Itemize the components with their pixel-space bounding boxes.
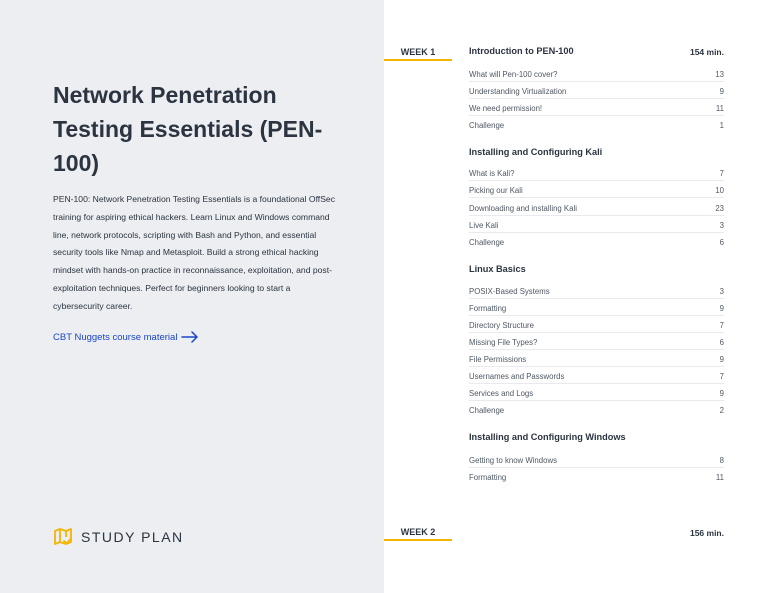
lesson-row [469, 83, 724, 99]
lesson-name: Missing File Types? [469, 337, 538, 347]
cbt-link-label: CBT Nuggets course material [53, 331, 178, 343]
lesson-name: What is Kali? [469, 168, 515, 178]
lesson-value: 6 [719, 237, 724, 247]
lesson-value: 13 [715, 69, 724, 79]
week-2-underline [384, 539, 452, 541]
lesson-value: 11 [715, 103, 724, 113]
lesson-value: 3 [719, 220, 724, 230]
lesson-value: 23 [715, 203, 724, 213]
lesson-name: Challenge [469, 237, 505, 247]
lesson-value: 11 [715, 472, 724, 482]
lesson-name: Directory Structure [469, 320, 534, 330]
module-title: Installing and Configuring Kali [469, 147, 603, 157]
lesson-row [469, 234, 724, 250]
lesson-name: We need permission! [469, 103, 543, 113]
lesson-row [469, 300, 724, 316]
week-2-label: WEEK 2 [400, 527, 436, 537]
lesson-name: Usernames and Passwords [469, 371, 565, 381]
lesson-row [469, 402, 724, 418]
lesson-row [469, 385, 724, 401]
lesson-name: Formatting [469, 303, 507, 313]
lesson-row [469, 200, 724, 216]
lesson-value: 7 [719, 168, 724, 178]
lesson-value: 1 [719, 120, 724, 130]
lesson-row [469, 66, 724, 82]
lesson-row [469, 217, 724, 233]
lesson-value: 9 [719, 303, 724, 313]
lesson-row [469, 368, 724, 384]
lesson-name: Understanding Virtualization [469, 86, 567, 96]
lesson-name: Challenge [469, 120, 505, 130]
lesson-row [469, 100, 724, 116]
course-title: Network Penetration Testing Essentials (PEN-100) [53, 82, 323, 176]
cbt-nuggets-link[interactable] [53, 331, 199, 343]
study-plan-label: STUDY PLAN [81, 529, 184, 545]
lesson-value: 2 [719, 405, 724, 415]
lesson-name: Formatting [469, 472, 507, 482]
week-1-label: WEEK 1 [400, 47, 436, 57]
lesson-name: Challenge [469, 405, 505, 415]
module-title: Introduction to PEN-100 [469, 46, 574, 56]
study-plan-footer [53, 527, 184, 547]
arrow-right-icon [181, 331, 199, 343]
lesson-name: Picking our Kali [469, 185, 523, 195]
lesson-row [469, 283, 724, 299]
lesson-value: 8 [719, 455, 724, 465]
lesson-row [469, 317, 724, 333]
lesson-row [469, 182, 724, 198]
lesson-value: 9 [719, 388, 724, 398]
lesson-name: File Permissions [469, 354, 527, 364]
week-2-minutes: 156 min. [689, 528, 724, 538]
lesson-name: Downloading and installing Kali [469, 203, 577, 213]
lesson-value: 7 [719, 371, 724, 381]
lesson-name: Services and Logs [469, 388, 534, 398]
week-1-minutes: 154 min. [689, 47, 724, 57]
lesson-name: What will Pen-100 cover? [469, 69, 558, 79]
lesson-value: 9 [719, 354, 724, 364]
lesson-value: 10 [715, 185, 724, 195]
lesson-value: 7 [719, 320, 724, 330]
lesson-name: Live Kali [469, 220, 499, 230]
lesson-row [469, 117, 724, 133]
module-title: Linux Basics [469, 264, 526, 274]
lesson-row [469, 469, 724, 485]
lesson-value: 6 [719, 337, 724, 347]
week-1-underline [384, 59, 452, 61]
lesson-name: Getting to know Windows [469, 455, 557, 465]
lesson-row [469, 452, 724, 468]
lesson-row [469, 334, 724, 350]
lesson-name: POSIX-Based Systems [469, 286, 550, 296]
lesson-row [469, 165, 724, 181]
lesson-value: 9 [719, 86, 724, 96]
module-title: Installing and Configuring Windows [469, 432, 626, 442]
lesson-row [469, 351, 724, 367]
lesson-value: 3 [719, 286, 724, 296]
map-check-icon [53, 527, 73, 547]
course-description: PEN-100: Network Penetration Testing Essentials is a foundational OffSec training for aspiring ethical hackers. Learn Linux and Windows command line, network protocols, scripting with Bash and Python, and essential security tools like Nmap and Metasploit. Build a strong ethical hacking mindset with hands-on practice in reconnaissance, exploitation, and post-exploitation techniques. Perfect for beginners looking to start a cybersecurity career. [53, 194, 335, 311]
